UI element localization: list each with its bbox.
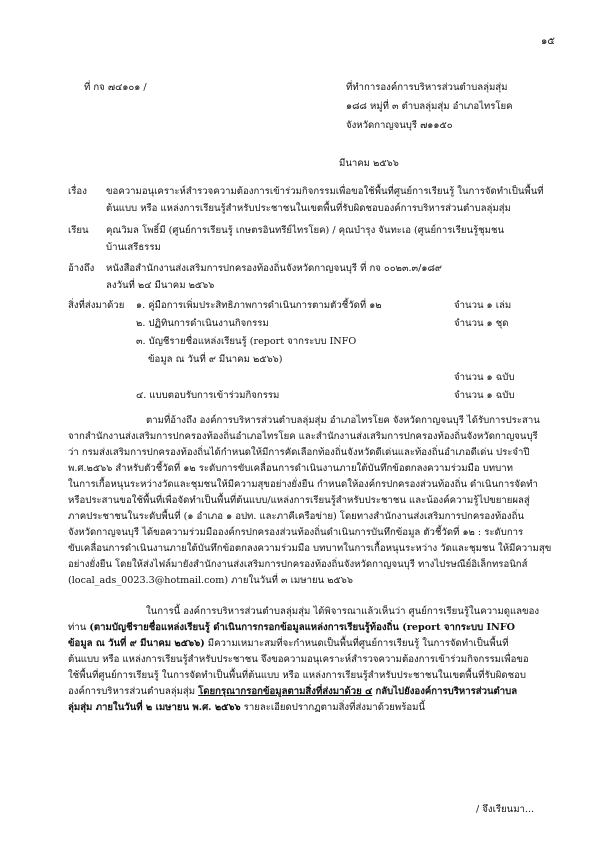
paragraph-2-line [68, 702, 425, 714]
paragraph-2-text: องค์การบริหารส่วนตำบลลุ่มสุ่ม [68, 686, 196, 697]
paragraph-2-line [68, 638, 509, 650]
subject-label: เรื่อง [68, 186, 87, 197]
reference-label: อ้างถึง [68, 263, 95, 274]
enclosure-item-1: ๑. คู่มือการเพิ่มประสิทธิภาพการดำเนินการตามตัวชี้วัดที่ ๑๒ [136, 300, 382, 311]
paragraph-2-line [68, 686, 517, 698]
paragraph-1-line: ขับเคลื่อนการดำเนินงานภายใต้บันทึกข้อตกลงความร่วมมือ บทบาทในการเกื้อหนุนระหว่าง วัดและชุมชน ให้มีความสุข [68, 543, 552, 554]
sender-address-line-2: ๑๘๘ หมู่ที่ ๓ ตำบลลุ่มสุ่ม อำเภอไทรโยค [346, 101, 513, 112]
enclosure-qty-1: จำนวน ๑ เล่ม [454, 300, 512, 311]
paragraph-1-line: ในการเกื้อหนุนระหว่างวัดและชุมชนให้มีความสุขอย่างยั่งยืน กำหนดให้องค์กรปกครองส่วนท้องถิ่น ดำเนินการจัดทำ [68, 479, 538, 490]
enclosure-qty-2: จำนวน ๑ ชุด [454, 318, 509, 329]
paragraph-2-bold-underline: โดยกรุณากรอกข้อมูลตามสิ่งที่ส่งมาด้วย ๔ [198, 686, 373, 697]
enclosures-label: สิ่งที่ส่งมาด้วย [68, 300, 125, 311]
paragraph-2-bold: (ตามบัญชีรายชื่อแหล่งเรียนรู้ ดำเนินการกรอกข้อมูลแหล่งการเรียนรู้ท้องถิ่น (report จากระบบ INFO [89, 622, 515, 633]
paragraph-1-line: หรือประสานขอใช้พื้นที่เพื่อจัดทำเป็นพื้นที่ต้นแบบ/แหล่งการเรียนรู้สำหรับประชาชน และน้องค์ความรู้ไปขยายผลสู่ [68, 495, 530, 506]
paragraph-1-line: ตามที่อ้างถึง องค์การบริหารส่วนตำบลลุ่มสุ่ม อำเภอไทรโยค จังหวัดกาญจนบุรี ได้รับการประสาน [146, 415, 540, 426]
subject-line-1: ขอความอนุเคราะห์สำรวจความต้องการเข้าร่วมกิจกรรมเพื่อขอใช้พื้นที่ศูนย์การเรียนรู้ ในการจัดทำเป็นพื้นที่ [106, 186, 544, 197]
paragraph-1-line: (local_ads_0023.3@hotmail.com) ภายในวันที่ ๓ เมษายน ๒๕๖๖ [68, 575, 353, 586]
paragraph-2-line [68, 622, 515, 634]
enclosure-item-2: ๒. ปฏิทินการดำเนินงานกิจกรรม [136, 318, 269, 329]
enclosure-qty-4: จำนวน ๑ ฉบับ [454, 390, 515, 401]
recipient-label: เรียน [68, 225, 89, 236]
sender-address-line-1: ที่ทำการองค์การบริหารส่วนตำบลลุ่มสุ่ม [346, 82, 508, 93]
reference-line-2: ลงวันที่ ๒๔ มีนาคม ๒๕๖๖ [106, 280, 215, 291]
letter-date: มีนาคม ๒๕๖๖ [339, 158, 399, 169]
subject-line-2: ต้นแบบ หรือ แหล่งการเรียนรู้สำหรับประชาชนในเขตพื้นที่รับผิดชอบองค์การบริหารส่วนตำบลลุ่มสุ่ม [106, 203, 511, 214]
paragraph-1-line: อย่างยั่งยืน โดยให้ส่งไฟล์มายังสำนักงานส่งเสริมการปกครองท้องถิ่นจังหวัดกาญจนบุรี ทางไปรษณีย์อิเล็กทรอนิกส์ [68, 559, 528, 570]
enclosure-qty-3: จำนวน ๑ ฉบับ [454, 372, 515, 383]
paragraph-2-bold: ข้อมูล ณ วันที่ ๙ มีนาคม ๒๕๖๖) [68, 638, 205, 649]
paragraph-1-line: จากสำนักงานส่งเสริมการปกครองท้องถิ่นอำเภอไทรโยค และสำนักงานส่งเสริมการปกครองท้องถิ่นจังหวัดกาญจนบุรี [68, 431, 538, 442]
reference-line-1: หนังสือสำนักงานส่งเสริมการปกครองท้องถิ่นจังหวัดกาญจนบุรี ที่ กจ ๐๐๒๓.๓/๑๘๙ [106, 263, 442, 274]
paragraph-2-line: ในการนี้ องค์การบริหารส่วนตำบลลุ่มสุ่ม ได้พิจารณาแล้วเห็นว่า ศูนย์การเรียนรู้ในความดูแลของ [146, 606, 540, 617]
paragraph-2-text: ท่าน [68, 622, 87, 633]
reference-number: ที่ กจ ๗๔๑๐๑ / [84, 82, 147, 93]
recipient-line-1: คุณวิมล โพธิ์มี (ศูนย์การเรียนรู้ เกษตรอินทรีย์ไทรโยค) / คุณบำรุง จันทะเอ (ศูนย์การเรียนรู้ชุมชน [106, 225, 505, 236]
paragraph-2-text: มีความเหมาะสมที่จะกำหนดเป็นพื้นที่ศูนย์การเรียนรู้ ในการจัดทำเป็นพื้นที่ [207, 638, 509, 649]
paragraph-2-line: ต้นแบบ หรือ แหล่งการเรียนรู้สำหรับประชาชน จึงขอความอนุเคราะห์สำรวจความต้องการเข้าร่วมกิจกรรมเพื่อขอ [68, 654, 529, 665]
paragraph-2-line: ใช้พื้นที่ศูนย์การเรียนรู้ ในการจัดทำเป็นพื้นที่ต้นแบบ หรือ แหล่งการเรียนรู้สำหรับประชาชนในเขตพื้นที่รับผิดชอบ [68, 670, 526, 681]
paragraph-2-bold: ลุ่มสุ่ม ภายในวันที่ ๒ เมษายน พ.ศ. ๒๕๖๖ [68, 702, 241, 713]
paragraph-1-line: ภาคประชาชนในระดับพื้นที่ (๑ อำเภอ ๑ อปท. และภาคีเครือข่าย) โดยทางสำนักงานส่งเสริมการปกครองท้องถิ่น [68, 511, 524, 522]
sender-address-line-3: จังหวัดกาญจนบุรี ๗๑๑๕๐ [346, 120, 453, 131]
enclosure-item-3: ๓. บัญชีรายชื่อแหล่งเรียนรู้ (report จากระบบ INFO [136, 336, 357, 347]
page-number: ๑๕ [541, 36, 555, 47]
recipient-line-2: บ้านเสรีธรรม [106, 242, 161, 253]
enclosure-item-3-cont: ข้อมูล ณ วันที่ ๙ มีนาคม ๒๕๖๖) [148, 354, 283, 365]
paragraph-1-line: จังหวัดกาญจนบุรี ได้ขอความร่วมมือองค์กรปกครองส่วนท้องถิ่นดำเนินการบันทึกข้อมูล ตัวชี้วัดที่ ๑๒ : ระดับการ [68, 527, 524, 538]
paragraph-1-line: พ.ศ.๒๕๖๖ สำหรับตัวชี้วัดที่ ๑๒ ระดับการขับเคลื่อนการดำเนินงานภายใต้บันทึกข้อตกลงความร่วมมือ บทบาท [68, 463, 513, 474]
paragraph-1-line: ว่า กรมส่งเสริมการปกครองท้องถิ่นได้กำหนดให้มีการคัดเลือกท้องถิ่นจังหวัดดีเด่นและท้องถิ่นอำเภอดีเด่น ประจำปี [68, 447, 530, 458]
continued-marker: / จึงเรียนมา... [476, 804, 535, 815]
paragraph-2-bold: กลับไปยังองค์การบริหารส่วนตำบล [375, 686, 518, 697]
paragraph-2-text: รายละเอียดปรากฏตามสิ่งที่ส่งมาด้วยพร้อมนี้ [243, 702, 426, 713]
enclosure-item-4: ๔. แบบตอบรับการเข้าร่วมกิจกรรม [136, 390, 280, 401]
